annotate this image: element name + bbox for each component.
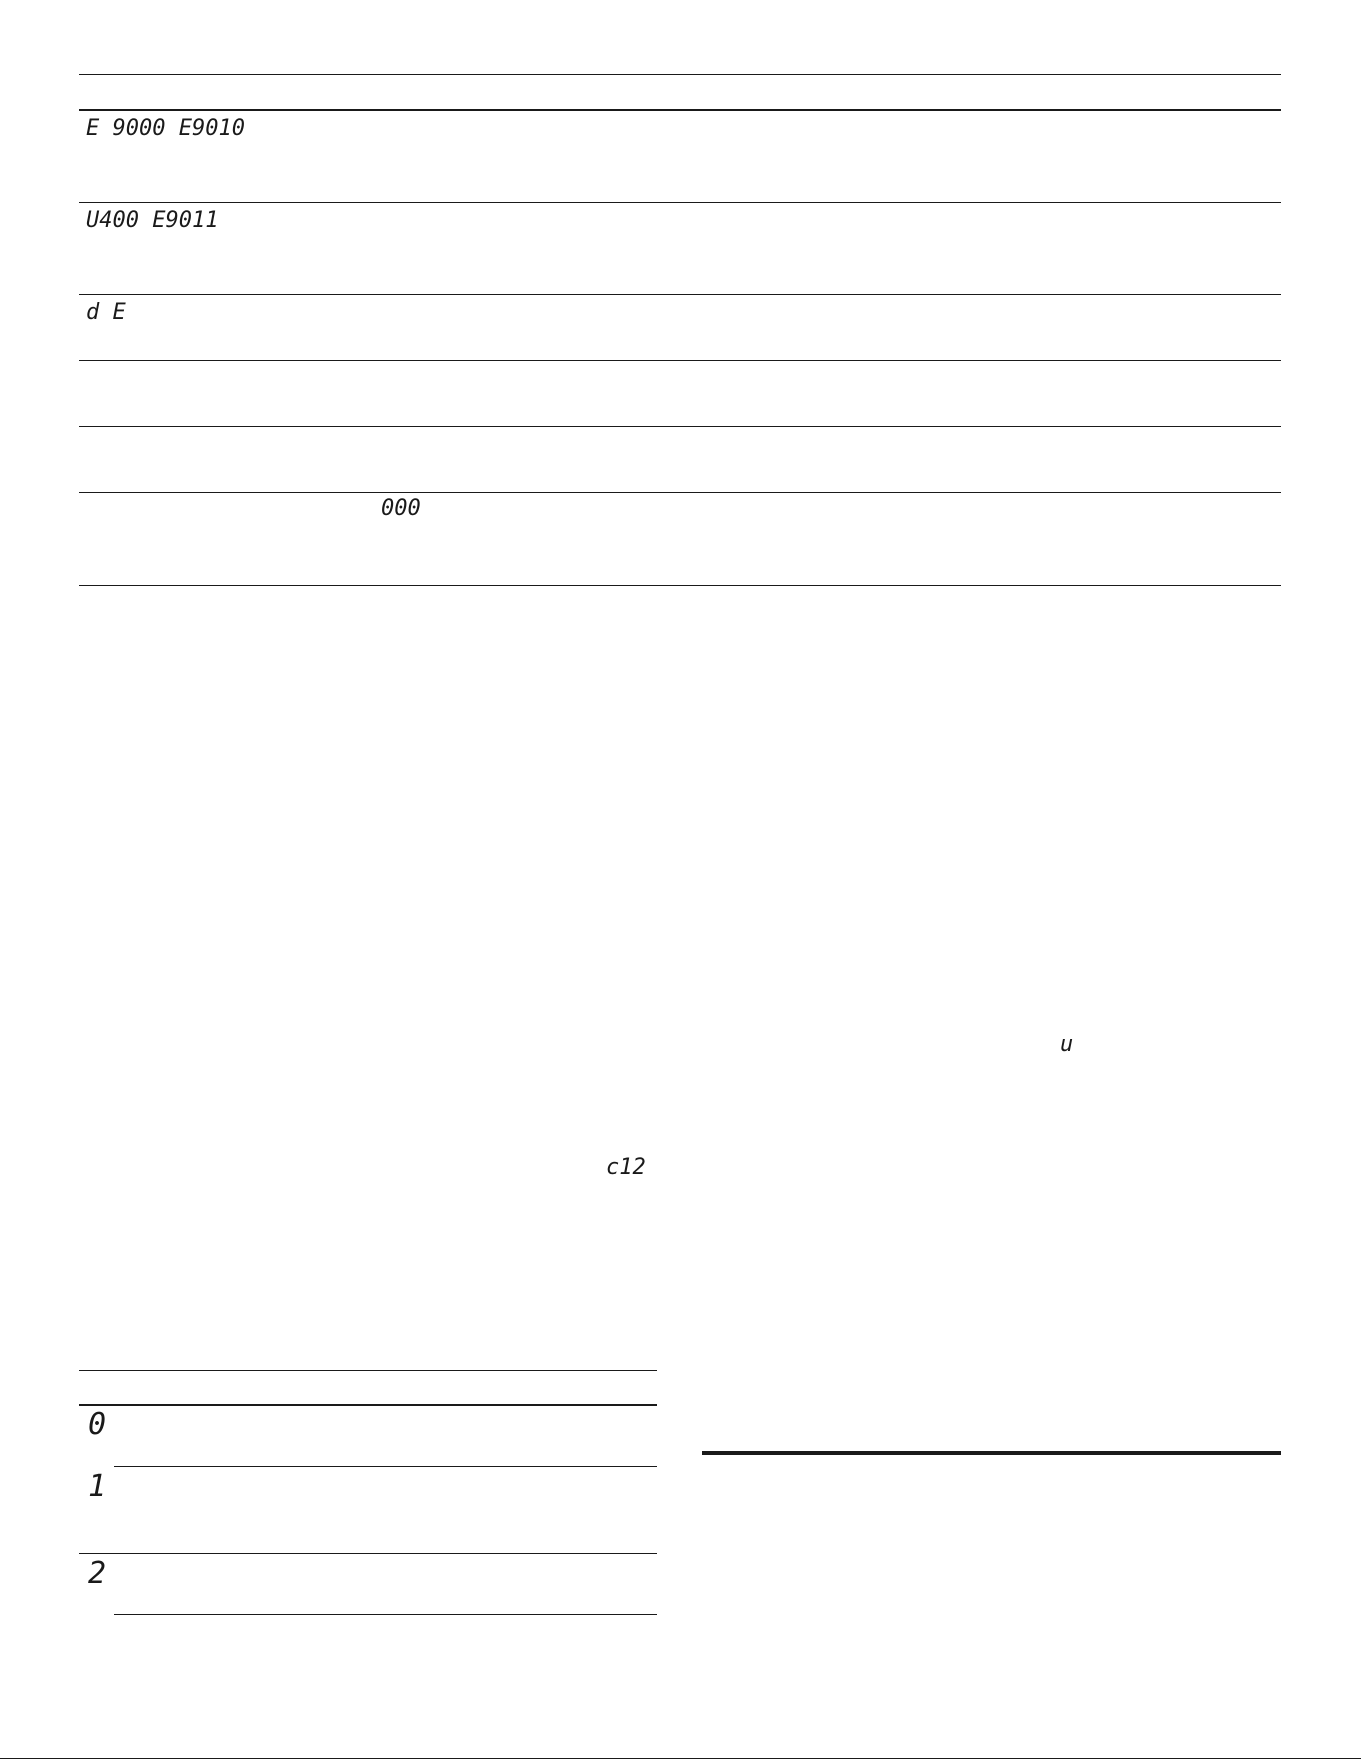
table-header-rule: [79, 1404, 657, 1406]
table-header-rule-top: [79, 74, 1281, 75]
table-row-divider: [114, 1466, 657, 1467]
inline-display-code: c12: [606, 1155, 646, 1180]
setting-value-display: 0: [88, 1407, 107, 1442]
error-code-display: d E: [86, 300, 126, 325]
table-row-divider: [79, 492, 1281, 493]
table-header-rule: [79, 109, 1281, 111]
error-code-display: E 9000 E9010: [86, 116, 245, 141]
inline-display-code: u: [1060, 1032, 1074, 1057]
table-row-divider: [79, 202, 1281, 203]
table-row-divider: [79, 426, 1281, 427]
table-row-divider: [79, 1553, 657, 1554]
inline-display-code: 000: [381, 496, 421, 521]
table-row-divider: [79, 360, 1281, 361]
table-header-rule-top: [79, 1370, 657, 1371]
table-bottom-rule: [79, 585, 1281, 586]
page-footer-rule: [0, 1758, 1361, 1759]
setting-value-display: 1: [88, 1469, 107, 1504]
table-bottom-rule: [114, 1614, 657, 1615]
table-row-divider: [79, 294, 1281, 295]
error-code-display: U400 E9011: [86, 208, 219, 233]
section-heading-rule: [702, 1451, 1281, 1455]
setting-value-display: 2: [88, 1556, 107, 1591]
